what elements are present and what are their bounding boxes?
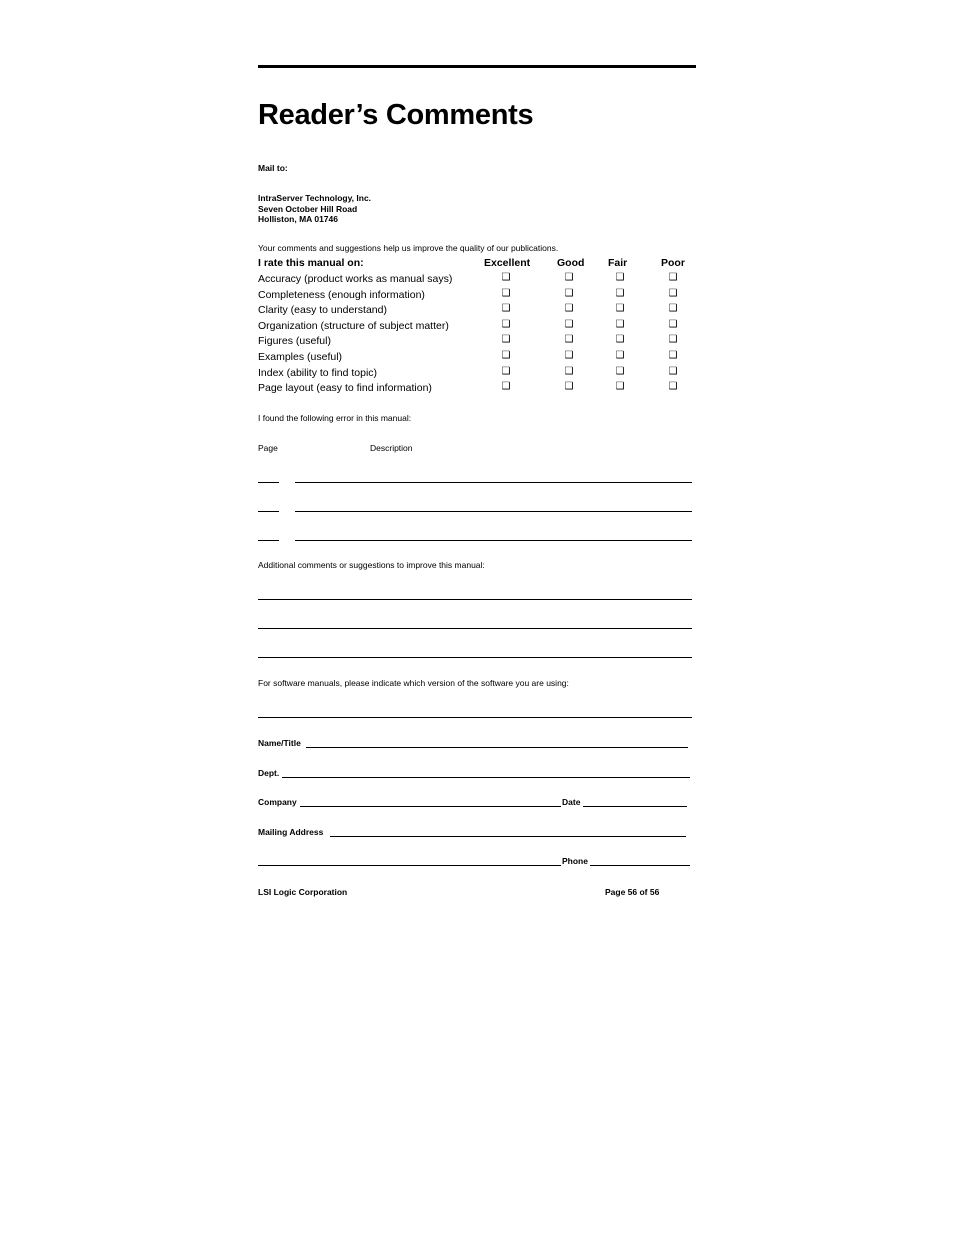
error-page-field-2[interactable]	[258, 511, 279, 512]
error-page-field-3[interactable]	[258, 540, 279, 541]
checkbox-fair[interactable]: ❑	[615, 381, 625, 393]
rating-row-label: Clarity (easy to understand)	[258, 304, 387, 317]
column-good: Good	[557, 257, 585, 269]
checkbox-excellent[interactable]: ❑	[501, 365, 511, 377]
error-description-field-3[interactable]	[295, 540, 692, 541]
column-excellent: Excellent	[484, 257, 531, 269]
description-column-label: Description	[370, 443, 413, 453]
mailing-address-field-2[interactable]	[258, 865, 561, 866]
intro-text: Your comments and suggestions help us improve the quality of our publications.	[258, 243, 559, 253]
name-title-field[interactable]	[306, 747, 688, 748]
checkbox-excellent[interactable]: ❑	[501, 334, 511, 346]
rating-row-label: Index (ability to find topic)	[258, 366, 378, 379]
phone-field[interactable]	[590, 865, 690, 866]
checkbox-poor[interactable]: ❑	[668, 381, 678, 393]
checkbox-excellent[interactable]: ❑	[501, 272, 511, 283]
error-page-field-1[interactable]	[258, 482, 279, 483]
error-description-field-2[interactable]	[295, 511, 692, 512]
address-line-3: Holliston, MA 01746	[258, 214, 338, 224]
checkbox-fair[interactable]: ❑	[615, 318, 625, 330]
rating-row-label: Completeness (enough information)	[258, 288, 425, 301]
mailing-address-label: Mailing Address	[258, 827, 324, 837]
additional-comments-prompt: Additional comments or suggestions to improve this manual:	[258, 560, 485, 570]
footer-company: LSI Logic Corporation	[258, 887, 348, 897]
checkbox-poor[interactable]: ❑	[668, 318, 678, 330]
rating-row-label: Figures (useful)	[258, 335, 331, 348]
rating-row-label: Page layout (easy to find information)	[258, 382, 432, 395]
date-label: Date	[562, 797, 581, 807]
checkbox-excellent[interactable]: ❑	[501, 381, 511, 393]
checkbox-good[interactable]: ❑	[564, 381, 574, 393]
company-label: Company	[258, 797, 297, 807]
checkbox-poor[interactable]: ❑	[668, 334, 678, 346]
checkbox-fair[interactable]: ❑	[615, 272, 625, 283]
checkbox-fair[interactable]: ❑	[615, 350, 625, 361]
checkbox-fair[interactable]: ❑	[615, 303, 625, 315]
top-rule	[258, 65, 696, 68]
dept-field[interactable]	[282, 777, 690, 778]
document-page	[258, 0, 696, 1235]
address-line-1: IntraServer Technology, Inc.	[258, 193, 372, 203]
dept-label: Dept.	[258, 768, 280, 778]
page-title: Reader’s Comments	[258, 99, 534, 131]
comment-line-3[interactable]	[258, 657, 692, 658]
checkbox-good[interactable]: ❑	[564, 318, 574, 330]
checkbox-good[interactable]: ❑	[564, 272, 574, 283]
checkbox-fair[interactable]: ❑	[615, 287, 625, 299]
checkbox-poor[interactable]: ❑	[668, 365, 678, 377]
checkbox-poor[interactable]: ❑	[668, 350, 678, 361]
checkbox-excellent[interactable]: ❑	[501, 350, 511, 361]
company-field[interactable]	[300, 806, 561, 807]
checkbox-good[interactable]: ❑	[564, 350, 574, 361]
software-version-prompt: For software manuals, please indicate which version of the software you are using:	[258, 678, 569, 688]
address-line-2: Seven October Hill Road	[258, 203, 358, 214]
checkbox-fair[interactable]: ❑	[615, 365, 625, 377]
mailing-address-field[interactable]	[330, 836, 686, 837]
rating-row-label: Accuracy (product works as manual says)	[258, 273, 453, 285]
mail-to-label: Mail to:	[258, 163, 288, 173]
checkbox-excellent[interactable]: ❑	[501, 303, 511, 315]
rating-row-label: Examples (useful)	[258, 351, 343, 363]
comment-line-2[interactable]	[258, 628, 692, 629]
checkbox-excellent[interactable]: ❑	[501, 287, 511, 299]
checkbox-poor[interactable]: ❑	[668, 287, 678, 299]
page-column-label: Page	[258, 443, 278, 453]
comment-line-1[interactable]	[258, 599, 692, 600]
column-poor: Poor	[661, 257, 685, 269]
checkbox-poor[interactable]: ❑	[668, 303, 678, 315]
rating-row-label: Organization (structure of subject matter)	[258, 319, 449, 332]
column-fair: Fair	[608, 257, 628, 269]
software-version-line[interactable]	[258, 717, 692, 718]
checkbox-good[interactable]: ❑	[564, 365, 574, 377]
error-description-field-1[interactable]	[295, 482, 692, 483]
checkbox-fair[interactable]: ❑	[615, 334, 625, 346]
checkbox-good[interactable]: ❑	[564, 287, 574, 299]
error-prompt: I found the following error in this manual:	[258, 413, 412, 423]
checkbox-excellent[interactable]: ❑	[501, 318, 511, 330]
footer-page-number: Page 56 of 56	[605, 887, 660, 897]
mailing-address-block	[258, 193, 371, 225]
phone-label: Phone	[562, 856, 588, 866]
checkbox-poor[interactable]: ❑	[668, 272, 678, 283]
rating-heading: I rate this manual on:	[258, 257, 364, 269]
name-title-label: Name/Title	[258, 738, 301, 748]
checkbox-good[interactable]: ❑	[564, 303, 574, 315]
date-field[interactable]	[583, 806, 687, 807]
checkbox-good[interactable]: ❑	[564, 334, 574, 346]
